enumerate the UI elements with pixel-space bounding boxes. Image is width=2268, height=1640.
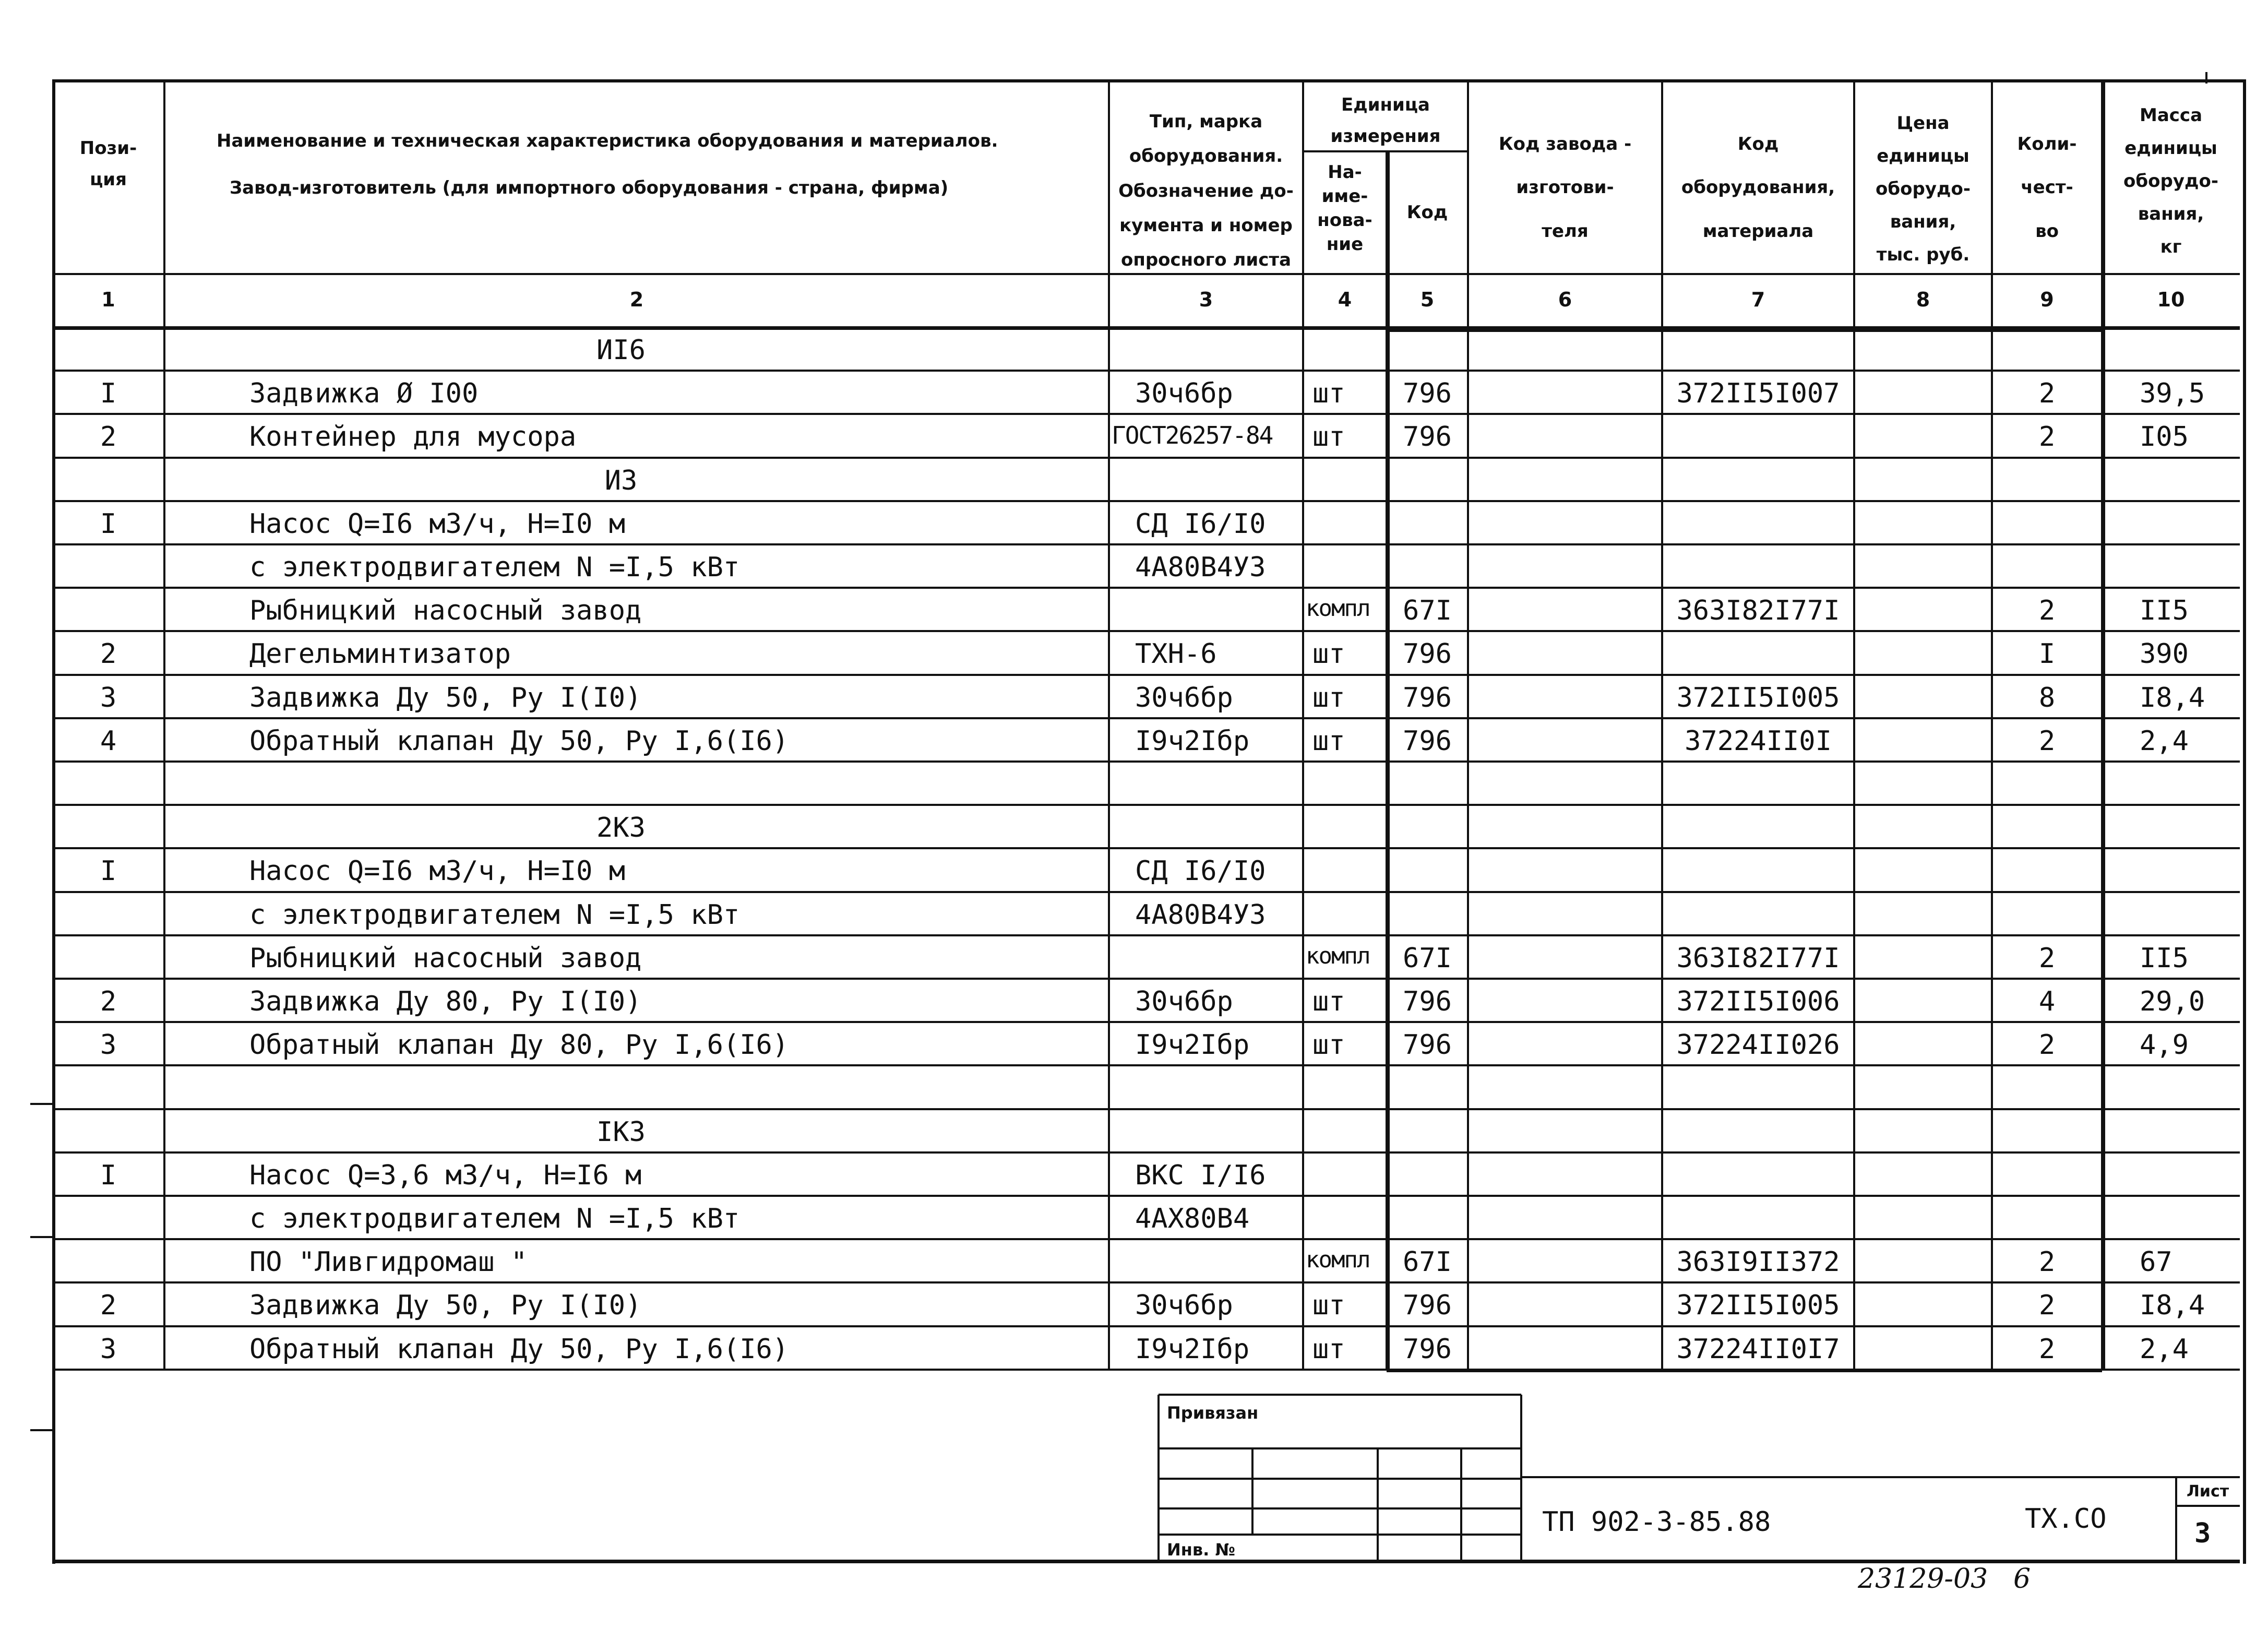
- stamp-line: [1251, 1448, 1254, 1535]
- stamp-line: [1159, 1534, 1521, 1536]
- header-quantity: Коли- чест- во: [2017, 134, 2077, 242]
- row-line: [52, 978, 2240, 980]
- row-equipment-code: 37224II0I7: [1676, 1333, 1840, 1365]
- row-equipment-code: 372II5I007: [1676, 378, 1840, 410]
- row-name: Контейнер для мусора: [249, 421, 577, 453]
- row-mass: 390: [2140, 638, 2189, 670]
- margin-tick: [30, 1429, 52, 1431]
- row-position: 4: [100, 725, 117, 757]
- row-type: I9ч2Iбр: [1135, 725, 1250, 757]
- row-mass: 29,0: [2140, 986, 2205, 1017]
- row-unit-code: 796: [1403, 1333, 1452, 1365]
- column-number: 9: [2040, 288, 2054, 311]
- row-equipment-code: 372II5I006: [1676, 986, 1840, 1017]
- row-quantity: 2: [2038, 421, 2056, 453]
- row-mass: 39,5: [2140, 378, 2205, 410]
- row-type: СД I6/I0: [1135, 508, 1266, 540]
- row-quantity: 2: [2038, 725, 2056, 757]
- stamp-line: [2176, 1505, 2240, 1507]
- row-quantity: 2: [2038, 595, 2056, 627]
- section-title: ИI6: [596, 335, 646, 366]
- row-line: [52, 1064, 2240, 1066]
- row-unit: шт: [1312, 682, 1345, 714]
- row-type: 4А80В4У3: [1135, 899, 1266, 931]
- stamp-line: [1157, 1395, 1160, 1561]
- row-line: [52, 370, 2240, 372]
- section-title: 2КЗ: [596, 812, 646, 844]
- row-position: I: [100, 1159, 117, 1191]
- document-number: ТП 902-3-85.88: [1542, 1506, 1771, 1538]
- stamp-line: [1159, 1394, 1521, 1396]
- row-name: Задвижка Ду 80, Ру I(I0): [249, 986, 642, 1017]
- row-name: ПО "Ливгидромаш ": [249, 1246, 528, 1278]
- row-position: 2: [100, 638, 117, 670]
- row-line: [52, 1281, 2240, 1284]
- row-name: Рыбницкий насосный завод: [249, 595, 642, 627]
- row-unit-code: 796: [1403, 1029, 1452, 1061]
- row-equipment-code: 37224II0I: [1685, 725, 1832, 757]
- row-unit: шт: [1312, 421, 1345, 453]
- row-name: Задвижка Ø I00: [249, 378, 479, 410]
- row-line: [52, 543, 2240, 545]
- row-line: [52, 1151, 2240, 1154]
- column-divider: [1467, 79, 1469, 1370]
- stamp-line: [1159, 1478, 1521, 1480]
- page-mark: 6: [2013, 1563, 2031, 1595]
- row-unit: шт: [1312, 1333, 1345, 1365]
- column-divider: [2101, 79, 2105, 1370]
- row-equipment-code: 37224II026: [1676, 1029, 1840, 1061]
- row-name: Обратный клапан Ду 50, Ру I,6(I6): [249, 1333, 789, 1365]
- row-unit-code: 796: [1403, 638, 1452, 670]
- row-line: [52, 891, 2240, 893]
- row-unit: компл: [1306, 942, 1370, 969]
- header-unit: Единица измерения: [1330, 94, 1441, 147]
- row-position: 3: [100, 1029, 117, 1061]
- row-mass: 67: [2140, 1246, 2172, 1278]
- header-unit-code: Код: [1406, 202, 1448, 223]
- row-line: [52, 630, 2240, 632]
- header-name: Наименование и техническая характеристика оборудования и материалов.: [217, 130, 998, 151]
- row-name: с электродвигателем N =I,5 кВт: [249, 552, 740, 583]
- row-position: 3: [100, 682, 117, 714]
- row-line: [52, 760, 2240, 763]
- row-type: I9ч2Iбр: [1135, 1333, 1250, 1365]
- row-line: [52, 1195, 2240, 1197]
- row-unit-code: 796: [1403, 1290, 1452, 1322]
- row-line: [52, 934, 2240, 936]
- row-unit: шт: [1312, 1290, 1345, 1322]
- row-unit-code: 796: [1403, 986, 1452, 1017]
- row-unit-code: 796: [1403, 725, 1452, 757]
- row-line: [52, 1108, 2240, 1110]
- column-divider: [1991, 79, 1993, 1370]
- row-position: 2: [100, 986, 117, 1017]
- row-line: [52, 674, 2240, 676]
- row-type: ВКС I/I6: [1135, 1159, 1266, 1191]
- row-type: ТХН-6: [1135, 638, 1217, 670]
- stamp-line: [2175, 1477, 2177, 1561]
- row-type: 4А80В4У3: [1135, 552, 1266, 583]
- row-quantity: 2: [2038, 942, 2056, 974]
- row-unit-code: 67I: [1403, 1246, 1452, 1278]
- section-title: IКЗ: [596, 1116, 646, 1148]
- row-name: Дегельминтизатор: [249, 638, 511, 670]
- row-position: I: [100, 378, 117, 410]
- row-type: ГОСТ26257-84: [1112, 421, 1273, 450]
- row-type: СД I6/I0: [1135, 855, 1266, 887]
- stamp-line: [1377, 1448, 1379, 1561]
- row-equipment-code: 363I9II372: [1676, 1246, 1840, 1278]
- row-name: Насос Q=3,6 м3/ч, Н=I6 м: [249, 1159, 642, 1191]
- row-unit-code: 796: [1403, 378, 1452, 410]
- row-quantity: I: [2038, 638, 2056, 670]
- row-name: с электродвигателем N =I,5 кВт: [249, 1203, 740, 1234]
- row-mass: II5: [2140, 595, 2189, 627]
- column-number: 10: [2157, 288, 2185, 311]
- row-type: 30ч6бр: [1135, 682, 1233, 714]
- header-type: Тип, марка оборудования. Обозначение до- кумента и номер опросного листа: [1118, 111, 1294, 271]
- row-name: с электродвигателем N =I,5 кВт: [249, 899, 740, 931]
- stamp-line: [1159, 1507, 1521, 1510]
- row-line: [52, 457, 2240, 459]
- header-manufacturer: Завод-изготовитель (для импортного оборудования - страна, фирма): [230, 177, 949, 198]
- row-quantity: 2: [2038, 1246, 2056, 1278]
- row-name: Рыбницкий насосный завод: [249, 942, 642, 974]
- header-price: Цена единицы оборудо- вания, тыс. руб.: [1876, 113, 1971, 265]
- row-unit-code: 67I: [1403, 942, 1452, 974]
- row-position: 3: [100, 1333, 117, 1365]
- row-unit: компл: [1306, 595, 1370, 622]
- row-type: 30ч6бр: [1135, 986, 1233, 1017]
- row-name: Насос Q=I6 м3/ч, Н=I0 м: [249, 508, 626, 540]
- row-position: I: [100, 508, 117, 540]
- sheet-number: 3: [2194, 1518, 2211, 1549]
- column-divider: [1661, 79, 1663, 1370]
- row-quantity: 2: [2038, 1333, 2056, 1365]
- row-mass: II5: [2140, 942, 2189, 974]
- row-type: 30ч6бр: [1135, 378, 1233, 410]
- row-line: [52, 847, 2240, 849]
- row-position: 2: [100, 1290, 117, 1322]
- row-unit: шт: [1312, 638, 1345, 670]
- stamp-line: [1159, 1447, 1521, 1449]
- archive-number: 23129-03: [1858, 1563, 1988, 1595]
- attached-label: Привязан: [1167, 1403, 1259, 1423]
- row-equipment-code: 363I82I77I: [1676, 595, 1840, 627]
- header-plant-code: Код завода - изготови- теля: [1498, 134, 1632, 242]
- sheet-bottom-line: [52, 1560, 2240, 1563]
- column-number: 5: [1420, 288, 1435, 311]
- row-name: Насос Q=I6 м3/ч, Н=I0 м: [249, 855, 626, 887]
- column-number: 2: [629, 288, 644, 311]
- row-unit: шт: [1312, 986, 1345, 1017]
- row-quantity: 2: [2038, 1029, 2056, 1061]
- row-equipment-code: 372II5I005: [1676, 1290, 1840, 1322]
- data-box-top: [1387, 328, 2102, 332]
- row-name: Обратный клапан Ду 80, Ру I,6(I6): [249, 1029, 789, 1061]
- section-title: ИЗ: [604, 465, 638, 496]
- row-unit-code: 67I: [1403, 595, 1452, 627]
- row-quantity: 2: [2038, 1290, 2056, 1322]
- inventory-number-label: Инв. №: [1167, 1540, 1235, 1560]
- column-number: 1: [101, 288, 115, 311]
- row-equipment-code: 372II5I005: [1676, 682, 1840, 714]
- row-mass: I8,4: [2140, 1290, 2205, 1322]
- row-unit: компл: [1306, 1246, 1370, 1274]
- row-name: Задвижка Ду 50, Ру I(I0): [249, 1290, 642, 1322]
- row-line: [52, 1021, 2240, 1023]
- column-divider: [1853, 79, 1855, 1370]
- row-mass: I8,4: [2140, 682, 2205, 714]
- row-line: [52, 413, 2240, 415]
- column-number: 8: [1916, 288, 1930, 311]
- row-mass: 2,4: [2140, 1333, 2189, 1365]
- column-number: 3: [1199, 288, 1213, 311]
- row-unit: шт: [1312, 1029, 1345, 1061]
- column-number: 4: [1338, 288, 1352, 311]
- row-name: Задвижка Ду 50, Ру I(I0): [249, 682, 642, 714]
- row-line: [52, 587, 2240, 589]
- row-type: I9ч2Iбр: [1135, 1029, 1250, 1061]
- column-number: 7: [1751, 288, 1765, 311]
- row-line: [52, 500, 2240, 502]
- row-quantity: 8: [2038, 682, 2056, 714]
- margin-tick: [30, 1236, 52, 1238]
- margin-tick: [30, 1103, 52, 1105]
- header-mass: Масса единицы оборудо- вания, кг: [2123, 105, 2218, 257]
- stamp-line: [1521, 1476, 2240, 1478]
- row-mass: 4,9: [2140, 1029, 2189, 1061]
- column-number: 6: [1558, 288, 1572, 311]
- row-line: [52, 1325, 2240, 1327]
- stamp-line: [1460, 1448, 1462, 1561]
- row-mass: 2,4: [2140, 725, 2189, 757]
- row-type: 4АХ80В4: [1135, 1203, 1250, 1234]
- row-mass: I05: [2140, 421, 2189, 453]
- row-unit: шт: [1312, 725, 1345, 757]
- row-unit-code: 796: [1403, 682, 1452, 714]
- row-line: [52, 804, 2240, 806]
- row-equipment-code: 363I82I77I: [1676, 942, 1840, 974]
- row-unit-code: 796: [1403, 421, 1452, 453]
- row-unit: шт: [1312, 378, 1345, 410]
- header-equipment-code: Код оборудования, материала: [1681, 134, 1835, 242]
- row-name: Обратный клапан Ду 50, Ру I,6(I6): [249, 725, 789, 757]
- row-line: [52, 717, 2240, 719]
- row-position: I: [100, 855, 117, 887]
- row-quantity: 2: [2038, 378, 2056, 410]
- header-unit-name: На- име- нова- ние: [1317, 162, 1372, 255]
- sheet-label: Лист: [2187, 1482, 2229, 1501]
- row-line: [52, 1238, 2240, 1240]
- row-type: 30ч6бр: [1135, 1290, 1233, 1322]
- margin-tick: [2205, 72, 2207, 84]
- data-box-bottom: [1387, 1369, 2102, 1372]
- header-position: Пози- ция: [79, 138, 137, 190]
- row-quantity: 4: [2038, 986, 2056, 1017]
- row-position: 2: [100, 421, 117, 453]
- document-code: ТХ.СО: [2025, 1503, 2107, 1535]
